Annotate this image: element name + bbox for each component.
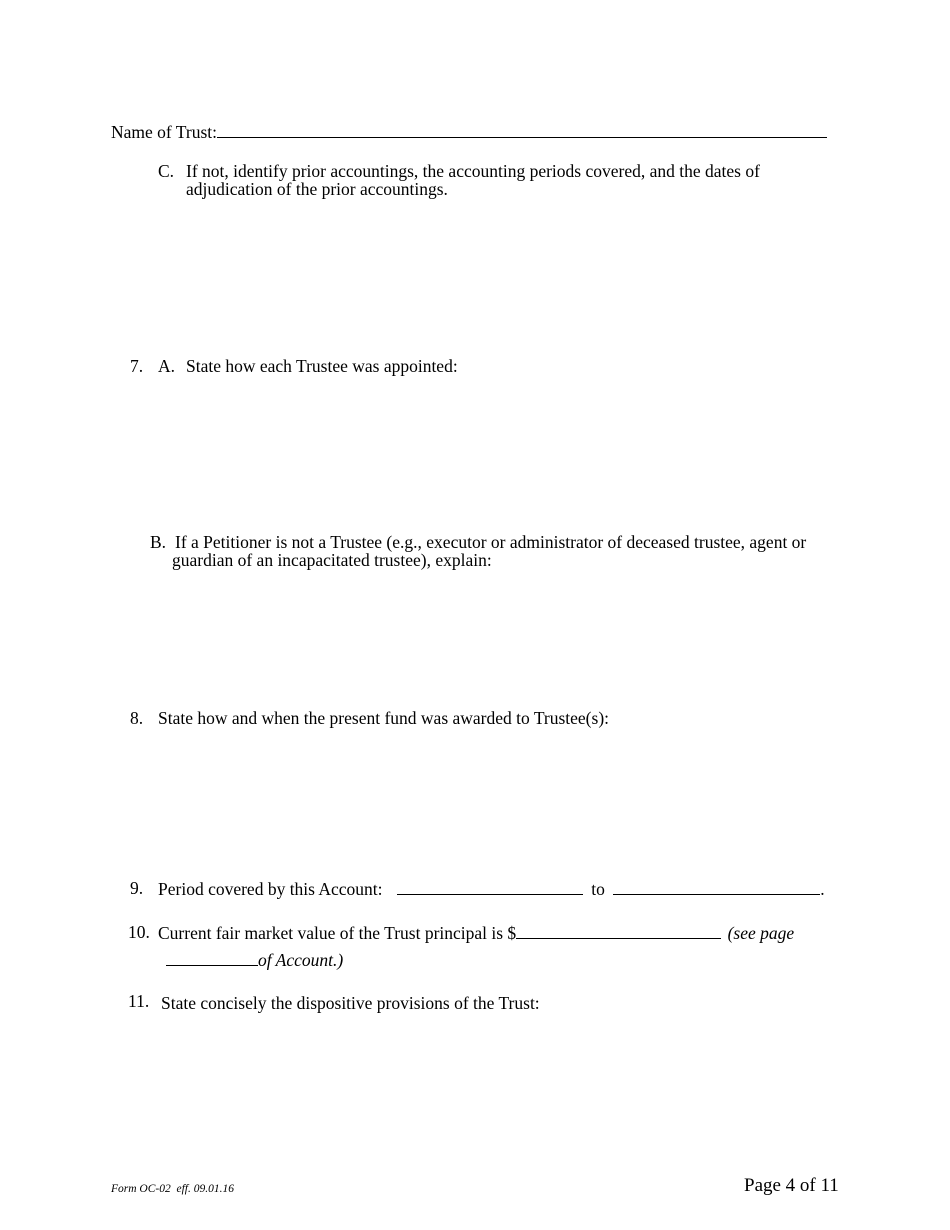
name-of-trust-label: Name of Trust:	[111, 122, 217, 142]
item-7b-line2: guardian of an incapacitated trustee), explain:	[172, 550, 492, 570]
page-number: Page 4 of 11	[744, 1175, 839, 1196]
item-9-text: Period covered by this Account:	[158, 879, 383, 899]
name-of-trust-row	[111, 122, 827, 142]
item-8-number: 8.	[130, 708, 144, 728]
item-7-number: 7.	[130, 356, 144, 376]
item-10-text: Current fair market value of the Trust principal is $	[158, 923, 517, 943]
item-6c-letter: C.	[158, 161, 175, 181]
item-7b-line1: If a Petitioner is not a Trustee (e.g., executor or administrator of deceased trustee, agent or	[175, 532, 807, 552]
item-8-text: State how and when the present fund was awarded to Trustee(s):	[158, 708, 610, 728]
item-10-of-account: of Account.)	[258, 950, 344, 970]
item-6c-line2: adjudication of the prior accountings.	[186, 179, 448, 199]
item-11-text: State concisely the dispositive provisions of the Trust:	[161, 993, 540, 1013]
item-11-number: 11.	[128, 991, 150, 1011]
item-7b-letter: B.	[150, 532, 167, 552]
item-9-period: .	[820, 879, 825, 899]
period-end-field[interactable]	[613, 879, 820, 895]
name-of-trust-field[interactable]	[217, 122, 827, 138]
item-10-number: 10.	[128, 922, 150, 942]
item-10-see-page: (see page	[727, 923, 795, 943]
account-page-field[interactable]	[166, 950, 258, 966]
form-id: Form OC-02 eff. 09.01.16	[111, 1183, 234, 1195]
fair-market-value-field[interactable]	[516, 923, 721, 939]
item-10-row2	[166, 950, 343, 970]
item-7a-text: State how each Trustee was appointed:	[186, 356, 458, 376]
item-9-row	[158, 879, 825, 899]
item-6c-line1: If not, identify prior accountings, the accounting periods covered, and the dates of	[186, 161, 760, 181]
period-start-field[interactable]	[397, 879, 583, 895]
item-7a-letter: A.	[158, 356, 176, 376]
item-9-number: 9.	[130, 878, 144, 898]
item-10-row	[158, 923, 794, 943]
item-9-to: to	[591, 879, 605, 899]
